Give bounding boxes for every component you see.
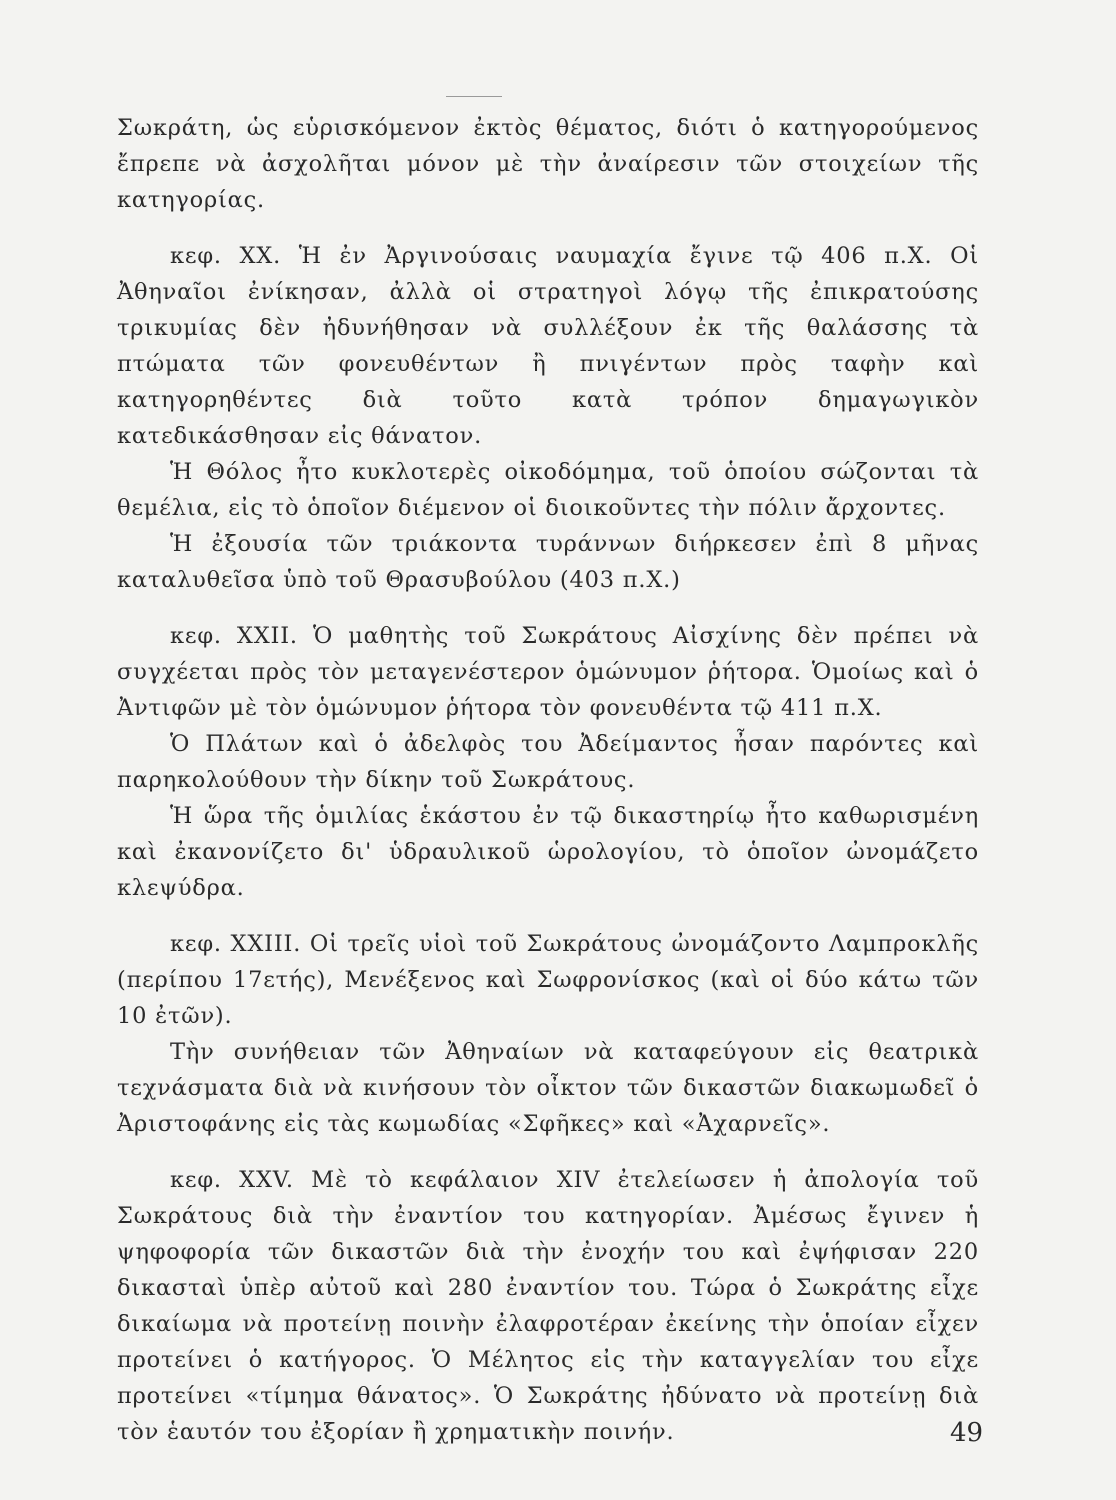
paragraph-chapter-22: κεφ. ΧΧΙΙ. Ὁ μαθητὴς τοῦ Σωκράτους Αἰσχίνης δὲν πρέπει νὰ συγχέεται πρὸς τὸν μεταγενέστερον ὁμώνυμον ῥήτορα. Ὁμοίως καὶ ὁ Ἀντιφῶν μὲ τὸν ὁμώνυμον ῥήτορα τὸν φονευθέντα τῷ 411 π.Χ.	[117, 623, 979, 721]
paragraph-aristophanes: Τὴν συνήθειαν τῶν Ἀθηναίων νὰ καταφεύγουν εἰς θεατρικὰ τεχνάσματα διὰ νὰ κινήσουν τὸν οἶκτον τῶν δικαστῶν διακωμωδεῖ ὁ Ἀριστοφάνης εἰς τὰς κωμωδίας «Σφῆκες» καὶ «Ἀχαρνεῖς».	[117, 1039, 979, 1137]
body-text	[117, 110, 979, 1450]
top-divider-rule	[446, 96, 502, 97]
page-number: 49	[950, 1418, 984, 1448]
paragraph-chapter-23: κεφ. ΧΧΙΙΙ. Οἱ τρεῖς υἱοὶ τοῦ Σωκράτους ὠνομάζοντο Λαμπροκλῆς (περίπου 17ετής), Μενέξενος καὶ Σωφρονίσκος (καὶ οἱ δύο κάτω τῶν 10 ἐτῶν).	[117, 931, 979, 1029]
paragraph-clepsydra: Ἡ ὥρα τῆς ὁμιλίας ἑκάστου ἐν τῷ δικαστηρίῳ ἦτο καθωρισμένη καὶ ἐκανονίζετο δι' ὑδραυλικοῦ ὡρολογίου, τὸ ὁποῖον ὠνομάζετο κλεψύδρα.	[117, 803, 979, 901]
paragraph-continuation: Σωκράτη, ὡς εὑρισκόμενον ἐκτὸς θέματος, διότι ὁ κατηγορούμενος ἔπρεπε νὰ ἀσχολῆται μόνον μὲ τὴν ἀναίρεσιν τῶν στοιχείων τῆς κατηγορίας.	[117, 115, 979, 213]
paragraph-chapter-20: κεφ. ΧΧ. Ἡ ἐν Ἀργινούσαις ναυμαχία ἔγινε τῷ 406 π.Χ. Οἱ Ἀθηναῖοι ἐνίκησαν, ἀλλὰ οἱ στρατηγοὶ λόγῳ τῆς ἐπικρατούσης τρικυμίας δὲν ἠδυνήθησαν νὰ συλλέξουν ἐκ τῆς θαλάσσης τὰ πτώματα τῶν φονευθέντων ἢ πνιγέντων πρὸς ταφὴν καὶ κατηγορηθέντες διὰ τοῦτο κατὰ τρόπον δημαγωγικὸν κατεδικάσθησαν εἰς θάνατον.	[117, 243, 979, 449]
paragraph-plato: Ὁ Πλάτων καὶ ὁ ἀδελφὸς του Ἀδείμαντος ἦσαν παρόντες καὶ παρηκολούθουν τὴν δίκην τοῦ Σωκράτους.	[117, 731, 979, 793]
paragraph-tholos: Ἡ Θόλος ἦτο κυκλοτερὲς οἰκοδόμημα, τοῦ ὁποίου σώζονται τὰ θεμέλια, εἰς τὸ ὁποῖον διέμενον οἱ διοικοῦντες τὴν πόλιν ἄρχοντες.	[117, 459, 979, 521]
paragraph-chapter-25: κεφ. ΧΧV. Μὲ τὸ κεφάλαιον ΧΙV ἐτελείωσεν ἡ ἀπολογία τοῦ Σωκράτους διὰ τὴν ἐναντίον του κατηγορίαν. Ἀμέσως ἔγινεν ἡ ψηφοφορία τῶν δικαστῶν διὰ τὴν ἐνοχήν του καὶ ἐψήφισαν 220 δικασταὶ ὑπὲρ αὐτοῦ καὶ 280 ἐναντίον του. Τώρα ὁ Σωκράτης εἶχε δικαίωμα νὰ προτείνῃ ποινὴν ἐλαφροτέραν ἐκείνης τὴν ὁποίαν εἶχεν προτείνει ὁ κατήγορος. Ὁ Μέλητος εἰς τὴν καταγγελίαν του εἶχε προτείνει «τίμημα θάνατος». Ὁ Σωκράτης ἠδύνατο νὰ προτείνῃ διὰ τὸν ἑαυτόν του ἐξορίαν ἢ χρηματικὴν ποινήν.	[117, 1167, 979, 1445]
paragraph-thirty-tyrants: Ἡ ἐξουσία τῶν τριάκοντα τυράννων διήρκεσεν ἐπὶ 8 μῆνας καταλυθεῖσα ὑπὸ τοῦ Θρασυβούλου (403 π.Χ.)	[117, 531, 979, 593]
